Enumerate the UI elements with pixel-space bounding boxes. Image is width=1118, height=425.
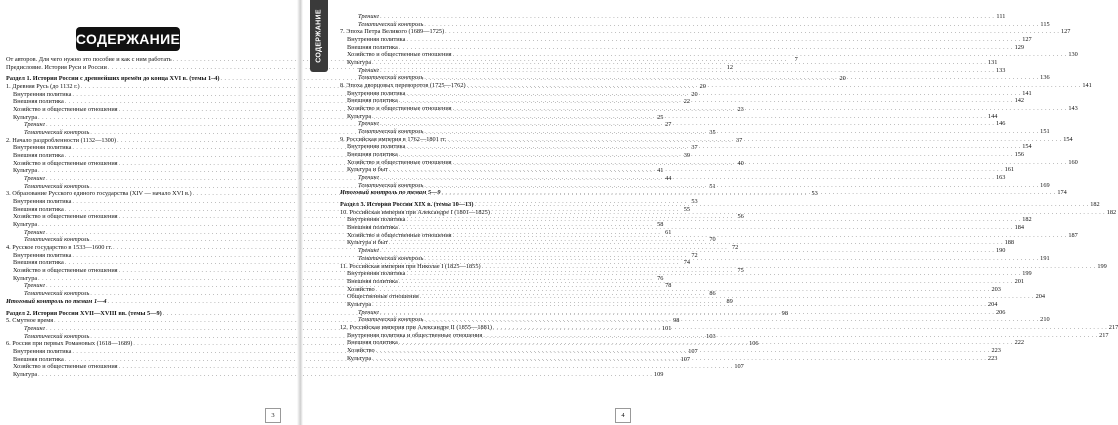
- toc-entry-title: Хозяйство: [347, 346, 375, 354]
- toc-entry-page: 129: [1014, 43, 1025, 51]
- toc-entry-page: 130: [1068, 51, 1078, 59]
- toc-leader-dots: [447, 137, 1061, 145]
- toc-entry-page: 107: [680, 355, 691, 363]
- toc-entry-title: Внешняя политика: [347, 224, 398, 232]
- toc-entry-page: 182: [1106, 208, 1117, 216]
- toc-entry: [340, 51, 1078, 59]
- toc-entry-title: Внутренняя политика: [347, 216, 406, 224]
- toc-entry: [340, 28, 1071, 36]
- toc-entry-title: Культура и быт: [347, 166, 388, 174]
- toc-entry-page: 174: [1057, 189, 1067, 197]
- toc-leader-dots: [491, 210, 1105, 218]
- toc-entry-title: Хозяйство и общественные отношения: [13, 267, 118, 275]
- toc-entry-title: Культура: [347, 354, 372, 362]
- toc-entry-title: 2. Начало раздробленности (1132—1300): [6, 136, 117, 144]
- toc-leader-dots: [406, 271, 1020, 279]
- toc-entry-title: 7. Эпоха Петра Великого (1689—1725): [340, 28, 445, 36]
- toc-entry-title: Итоговый контроль по темам 5—9: [340, 189, 441, 197]
- toc-leader-dots: [399, 279, 1013, 287]
- toc-entry-page: 143: [1068, 105, 1078, 113]
- toc-entry-title: Внешняя политика: [347, 151, 398, 159]
- toc-entry-page: 160: [1068, 158, 1078, 166]
- toc-entry-title: Тренинг: [24, 175, 46, 183]
- toc-entry-page: 210: [1040, 316, 1050, 324]
- toc-entry-title: Внутренняя политика: [347, 270, 406, 278]
- toc-entry: [6, 121, 672, 129]
- toc-entry-page: 107: [734, 363, 744, 371]
- toc-entry-page: 154: [1022, 143, 1032, 151]
- toc-entry-title: Внешняя политика: [347, 97, 398, 105]
- toc-entry-title: Внутренняя политика: [13, 144, 72, 152]
- toc-entry-page: 127: [1060, 28, 1071, 36]
- toc-entry-page: 187: [1068, 231, 1078, 239]
- toc-leader-dots: [376, 348, 990, 356]
- toc-entry-page: 141: [1022, 89, 1032, 97]
- toc-entry-page: 144: [987, 112, 998, 120]
- toc-entry-page: 204: [1035, 293, 1046, 301]
- toc-entry-title: 4. Русское государство в 1533—1600 гг.: [6, 244, 113, 252]
- toc-entry-title: Внутренняя политика: [347, 89, 406, 97]
- toc-entry-title: Тренинг: [358, 174, 380, 182]
- toc-entry-title: Хозяйство и общественные отношения: [13, 106, 118, 114]
- toc-entry-page: 70: [709, 236, 716, 244]
- toc-entry: [6, 370, 664, 379]
- toc-entry-page: 51: [709, 182, 716, 190]
- toc-entry-title: 10. Российская империя при Александре I (1801—1825): [340, 208, 490, 216]
- toc-entry: [340, 20, 1050, 29]
- toc-entry-page: 56: [737, 213, 744, 221]
- toc-leader-dots: [380, 248, 994, 256]
- toc-leader-dots: [399, 225, 1013, 233]
- toc-entry: [340, 13, 1006, 21]
- toc-entry-page: 182: [1022, 216, 1032, 224]
- toc-entry-title: Хозяйство и общественные отношения: [347, 158, 452, 166]
- toc-entry-page: 53: [811, 190, 818, 198]
- toc-entry-title: Тематический контроль: [24, 236, 90, 244]
- toc-entry-page: 74: [683, 259, 691, 267]
- toc-entry-page: 199: [1097, 262, 1107, 270]
- toc-leader-dots: [424, 183, 1038, 191]
- toc-entry-title: 11. Российская империя при Николае I (1825—1855): [340, 262, 481, 270]
- toc-entry-title: Тематический контроль: [358, 20, 424, 28]
- toc-entry-page: 223: [991, 346, 1001, 354]
- toc-entry-page: 27: [665, 121, 672, 129]
- toc-leader-dots: [493, 325, 1107, 333]
- toc-entry-page: 223: [987, 354, 998, 362]
- toc-entry-title: 1. Древняя Русь (до 1132 г.): [6, 83, 80, 91]
- toc-entry-title: Тематический контроль: [358, 74, 424, 82]
- toc-leader-dots: [406, 91, 1020, 99]
- toc-leader-dots: [442, 190, 1056, 198]
- toc-leader-dots: [372, 356, 986, 364]
- toc-leader-dots: [380, 310, 994, 318]
- toc-leader-dots: [399, 152, 1013, 160]
- toc-entry-title: 8. Эпоха дворцовых переворотов (1725—1762): [340, 82, 466, 90]
- toc-entry-page: 136: [1040, 74, 1050, 82]
- toc-entry-page: 55: [683, 205, 691, 213]
- toc-entry-title: Хозяйство и общественные отношения: [347, 51, 452, 59]
- toc-entry-title: Хозяйство и общественные отношения: [13, 213, 118, 221]
- toc-entry: [6, 175, 672, 183]
- toc-entry-title: Итоговый контроль по темам 1—4: [6, 297, 107, 305]
- toc-entry-title: Тренинг: [358, 13, 380, 20]
- toc-entry: [6, 159, 744, 168]
- toc-leader-dots: [399, 340, 1013, 348]
- toc-entry-title: Раздел 1. История России с древнейших времён до конца XVI в. (темы 1–4): [6, 75, 220, 83]
- toc-entry-page: 206: [995, 308, 1006, 316]
- toc-entry-page: 76: [657, 274, 664, 282]
- toc-entry-page: 188: [1004, 239, 1015, 247]
- toc-entry-title: Культура и быт: [347, 239, 388, 247]
- toc-entry-page: 201: [1014, 277, 1025, 285]
- toc-leader-dots: [399, 98, 1013, 106]
- toc-leader-dots: [482, 264, 1096, 272]
- toc-entry-page: 25: [657, 113, 664, 121]
- toc-entry-page: 53: [691, 198, 698, 206]
- toc-leader-dots: [424, 75, 1038, 83]
- toc-entry-title: 3. Образование Русского единого государства (XIV — начало XVI в.): [6, 190, 192, 198]
- toc-entry: [6, 129, 716, 137]
- toc-entry-page: 151: [1040, 128, 1050, 136]
- toc-entry: [6, 98, 691, 106]
- toc-entry-title: Хозяйство: [347, 285, 375, 293]
- right-page-number: 4: [615, 408, 631, 423]
- toc-entry-title: Тематический контроль: [24, 332, 90, 340]
- toc-entry-page: 142: [1014, 97, 1025, 105]
- toc-entry-page: 163: [995, 174, 1006, 182]
- toc-entry: [6, 152, 691, 160]
- toc-entry-page: 131: [987, 59, 998, 67]
- toc-entry-page: 222: [1014, 339, 1025, 347]
- toc-entry-title: Хозяйство и общественные отношения: [347, 105, 452, 113]
- toc-leader-dots: [483, 333, 1097, 341]
- toc-entry-page: 190: [995, 247, 1006, 255]
- toc-leader-dots: [453, 233, 1067, 241]
- toc-entry-page: 199: [1022, 270, 1032, 278]
- toc-entry-page: 98: [673, 317, 680, 325]
- toc-entry-title: Тренинг: [358, 120, 380, 128]
- toc-entry-title: Тематический контроль: [358, 316, 424, 324]
- toc-entry-title: Тематический контроль: [24, 129, 90, 137]
- toc-entry-page: 107: [688, 347, 698, 355]
- toc-entry-page: 86: [709, 290, 716, 298]
- toc-entry-page: 146: [995, 120, 1006, 128]
- toc-entry: [340, 36, 1032, 44]
- toc-entry-page: 89: [726, 297, 733, 305]
- toc-entry-title: Тематический контроль: [24, 290, 90, 298]
- toc-entry-title: Внутренняя политика: [13, 90, 72, 98]
- toc-entry-page: 40: [737, 159, 744, 167]
- toc-entry-page: 37: [691, 144, 698, 152]
- toc-entry-page: 78: [665, 282, 672, 290]
- toc-entry-title: Внешняя политика: [347, 43, 398, 51]
- toc-entry-title: Тематический контроль: [358, 254, 424, 262]
- toc-entry-page: 182: [1090, 201, 1100, 209]
- toc-entry-page: 22: [683, 98, 691, 106]
- toc-leader-dots: [424, 129, 1038, 137]
- toc-entry-title: Тренинг: [24, 121, 46, 129]
- toc-entry-title: Внешняя политика: [347, 339, 398, 347]
- toc-entry-page: 184: [1014, 224, 1025, 232]
- toc-entry-page: 12: [726, 63, 734, 71]
- toc-entry-page: 44: [665, 175, 672, 183]
- toc-leader-dots: [380, 14, 994, 22]
- toc-entry-page: 23: [737, 106, 744, 114]
- toc-entry-title: Раздел 3. История России XIX в. (темы 10—13): [340, 201, 474, 209]
- toc-entry-page: 35: [709, 129, 716, 137]
- toc-entry-title: Хозяйство и общественные отношения: [13, 159, 118, 167]
- toc-entry: [6, 144, 698, 152]
- toc-entry-page: 127: [1022, 36, 1032, 44]
- toc-entry-title: Внешняя политика: [13, 205, 64, 213]
- contents-title: СОДЕРЖАНИЕ: [75, 31, 181, 47]
- toc-leader-dots: [389, 240, 1003, 248]
- toc-entry-page: 217: [1099, 331, 1109, 339]
- toc-entry-title: Внутренняя политика: [13, 251, 72, 259]
- toc-entry-page: 141: [1082, 82, 1092, 90]
- toc-entry-page: 204: [987, 300, 998, 308]
- toc-entry-title: Общественные отношения: [347, 293, 419, 301]
- contents-title-box: [76, 27, 180, 51]
- toc-entry-title: Хозяйство и общественные отношения: [13, 363, 118, 371]
- toc-entry: [6, 182, 716, 191]
- toc-entry-title: Внешняя политика: [13, 152, 64, 160]
- side-tab: [310, 0, 328, 72]
- toc-entry-title: Внешняя политика: [13, 355, 64, 363]
- toc-entry-page: 98: [781, 309, 788, 317]
- toc-entry-page: 154: [1063, 135, 1073, 143]
- toc-entry-title: Культура: [13, 370, 38, 378]
- toc-entry-title: Тренинг: [24, 282, 46, 290]
- toc-entry-page: 106: [749, 340, 759, 348]
- toc-leader-dots: [399, 45, 1013, 53]
- toc-leader-dots: [380, 68, 994, 76]
- toc-entry-page: 20: [691, 90, 698, 98]
- toc-entry-title: Тренинг: [24, 324, 46, 332]
- toc-leader-dots: [424, 317, 1038, 325]
- toc-leader-dots: [372, 114, 986, 122]
- toc-entry-title: 12. Российская империя при Александре II (1855—1881): [340, 323, 493, 331]
- toc-entry: [6, 90, 698, 99]
- toc-leader-dots: [453, 52, 1067, 60]
- toc-entry-page: 115: [1040, 20, 1050, 28]
- toc-leader-dots: [389, 167, 1003, 175]
- toc-entry-title: Тематический контроль: [24, 182, 90, 190]
- toc-entry-page: 72: [691, 251, 698, 259]
- toc-entry-title: Культура: [13, 113, 38, 121]
- toc-entry-page: 111: [996, 13, 1006, 20]
- toc-entry-page: 169: [1040, 181, 1050, 189]
- toc-leader-dots: [406, 37, 1020, 45]
- left-page-number: 3: [265, 408, 281, 423]
- toc-leader-dots: [467, 83, 1081, 91]
- toc-entry-page: 41: [657, 167, 664, 175]
- toc-leader-dots: [376, 287, 990, 295]
- toc-leader-dots: [474, 202, 1088, 210]
- toc-leader-dots: [420, 294, 1034, 302]
- toc-entry-title: Культура: [347, 59, 372, 67]
- toc-entry-title: Культура: [13, 274, 38, 282]
- toc-entry-page: 61: [665, 228, 672, 236]
- toc-entry-page: 20: [699, 83, 706, 91]
- toc-entry-title: 9. Российская империя в 1762—1801 гг.: [340, 135, 447, 143]
- toc-leader-dots: [424, 22, 1038, 30]
- toc-entry-title: Культура: [13, 221, 38, 229]
- toc-entry-title: Культура: [347, 300, 372, 308]
- toc-entry-title: Внешняя политика: [13, 259, 64, 267]
- toc-entry-page: 203: [991, 285, 1001, 293]
- toc-leader-dots: [372, 60, 986, 68]
- toc-entry-title: Внутренняя политика: [13, 198, 72, 206]
- toc-entry-page: 103: [706, 332, 716, 340]
- toc-entry-page: 161: [1004, 166, 1015, 174]
- toc-entry-page: 156: [1014, 151, 1025, 159]
- toc-entry-title: Культура: [13, 167, 38, 175]
- side-tab-label: СОДЕРЖАНИЕ: [315, 9, 323, 63]
- toc-entry-title: Тематический контроль: [358, 181, 424, 189]
- toc-entry-title: Тренинг: [24, 228, 46, 236]
- toc-entry-page: 20: [839, 75, 846, 83]
- toc-entry-page: 7: [794, 56, 798, 63]
- toc-entry-page: 191: [1040, 254, 1050, 262]
- toc-entry-title: Внутренняя политика: [13, 347, 72, 355]
- toc-entry-title: Хозяйство и общественные отношения: [347, 231, 452, 239]
- toc-entry-page: 217: [1108, 323, 1118, 331]
- toc-entry-title: Культура: [347, 112, 372, 120]
- toc-entry: [340, 43, 1025, 52]
- toc-leader-dots: [453, 106, 1067, 114]
- toc-entry-page: 109: [653, 370, 664, 378]
- toc-entry: [6, 363, 744, 371]
- toc-entry-title: Тренинг: [358, 66, 380, 74]
- toc-entry-title: Внутренняя политика: [347, 143, 406, 151]
- toc-entry-page: 75: [737, 267, 744, 275]
- toc-leader-dots: [424, 256, 1038, 264]
- toc-entry-title: Тренинг: [358, 308, 380, 316]
- toc-entry-page: 58: [657, 221, 664, 229]
- toc-entry-title: Тематический контроль: [358, 128, 424, 136]
- toc-entry-title: Тренинг: [358, 247, 380, 255]
- toc-entry-title: Раздел 2. История России XVII—XVIII вв. (темы 5—9): [6, 309, 162, 317]
- toc-leader-dots: [372, 302, 986, 310]
- toc-entry: [6, 106, 744, 114]
- toc-leader-dots: [453, 160, 1067, 168]
- toc-leader-dots: [380, 175, 994, 183]
- toc-entry-title: От авторов. Для чего нужно это пособие и как с ним работать: [6, 56, 172, 63]
- toc-entry: [6, 113, 664, 122]
- toc-leader-dots: [406, 217, 1020, 225]
- toc-entry-title: Внутренняя политика: [347, 36, 406, 44]
- toc-entry-title: Внешняя политика: [347, 277, 398, 285]
- toc-entry-page: 37: [736, 136, 743, 144]
- toc-entry-page: 101: [661, 324, 672, 332]
- toc-leader-dots: [380, 121, 994, 129]
- toc-entry-title: Предисловие. История Руси и России: [6, 63, 107, 71]
- toc-entry-page: 72: [732, 244, 739, 252]
- toc-entry-title: 5. Смутное время: [6, 317, 54, 325]
- toc-leader-dots: [406, 144, 1020, 152]
- toc-leader-dots: [445, 29, 1059, 37]
- toc-entry-title: Внешняя политика: [13, 98, 64, 106]
- toc-entry-title: Внутренняя политика и общественные отношения: [347, 331, 483, 339]
- toc-entry-page: 39: [683, 152, 691, 160]
- toc-entry-page: 133: [995, 66, 1006, 74]
- toc-entry-title: 6. Россия при первых Романовых (1618—1689): [6, 340, 133, 348]
